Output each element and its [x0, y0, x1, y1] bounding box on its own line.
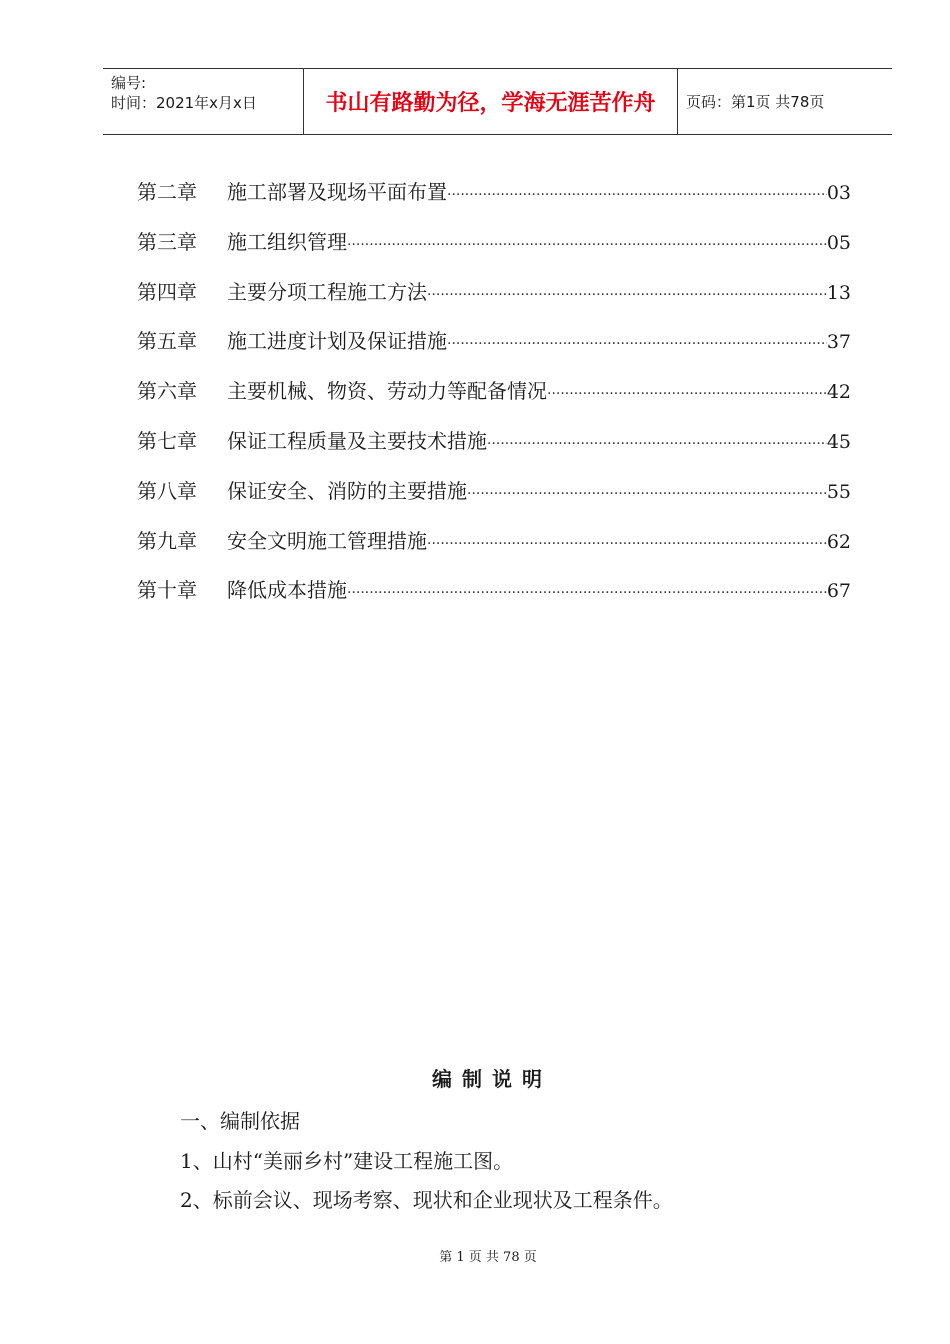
toc-chapter: 第二章 — [137, 180, 197, 204]
header-motto: 书山有路勤为径，学海无涯苦作舟 — [304, 69, 678, 134]
header-meta — [103, 69, 304, 134]
toc-title: 施工进度计划及保证措施 — [227, 329, 447, 354]
toc-page-number: 05 — [826, 231, 851, 254]
toc-title: 施工组织管理 — [227, 229, 347, 254]
toc-leader-dots — [427, 524, 827, 564]
toc-entry — [137, 321, 851, 371]
toc-chapter: 第四章 — [137, 279, 197, 304]
toc-leader-dots — [447, 175, 827, 215]
toc-entry — [137, 172, 851, 222]
toc-entry — [137, 521, 851, 571]
header-page-info: 页码：第1页 共78页 — [686, 93, 825, 111]
toc-entry — [137, 272, 851, 322]
toc-leader-dots — [347, 573, 827, 613]
toc-page-number: 37 — [826, 331, 851, 354]
toc-chapter: 第九章 — [137, 528, 197, 553]
page-header — [103, 68, 892, 135]
toc-page-number: 03 — [826, 182, 851, 204]
toc-entry — [137, 471, 851, 521]
toc-title: 降低成本措施 — [227, 578, 347, 603]
toc-leader-dots — [347, 225, 827, 265]
document-number-label: 编号: — [111, 74, 147, 92]
section-paragraph: 2、标前会议、现场考察、现状和企业现状及工程条件。 — [180, 1188, 673, 1212]
table-of-contents — [137, 172, 851, 620]
toc-chapter: 第六章 — [137, 379, 197, 404]
toc-leader-dots — [447, 324, 827, 364]
toc-entry — [137, 222, 851, 272]
toc-chapter: 第三章 — [137, 229, 197, 254]
section-paragraph: 1、山村“美丽乡村”建设工程施工图。 — [180, 1149, 514, 1173]
toc-title: 主要机械、物资、劳动力等配备情况 — [227, 379, 547, 404]
toc-entry — [137, 421, 851, 471]
toc-title: 施工部署及现场平面布置 — [227, 180, 447, 204]
toc-page-number: 55 — [826, 480, 851, 503]
toc-entry — [137, 570, 851, 620]
toc-chapter: 第七章 — [137, 428, 197, 453]
toc-page-number: 67 — [826, 580, 851, 603]
toc-chapter: 第五章 — [137, 329, 197, 354]
toc-title: 保证安全、消防的主要措施 — [227, 478, 467, 503]
toc-leader-dots — [547, 374, 827, 414]
toc-title: 主要分项工程施工方法 — [227, 279, 427, 304]
toc-entry — [137, 371, 851, 421]
toc-title: 保证工程质量及主要技术措施 — [227, 428, 487, 453]
document-time: 时间：2021年x月x日 — [111, 94, 257, 112]
toc-page-number: 13 — [826, 281, 851, 304]
toc-chapter: 第十章 — [137, 578, 197, 603]
toc-leader-dots — [487, 424, 827, 464]
toc-page-number: 62 — [826, 530, 851, 553]
toc-page-number: 45 — [826, 430, 851, 453]
toc-title: 安全文明施工管理措施 — [227, 528, 427, 553]
page-footer: 第 1 页 共 78 页 — [439, 1250, 537, 1265]
toc-page-number: 42 — [826, 381, 851, 404]
toc-leader-dots — [467, 474, 827, 514]
section-subheading: 一、编制依据 — [180, 1109, 300, 1133]
toc-chapter: 第八章 — [137, 478, 197, 503]
section-heading: 编制说明 — [432, 1067, 552, 1091]
toc-leader-dots — [427, 275, 827, 315]
